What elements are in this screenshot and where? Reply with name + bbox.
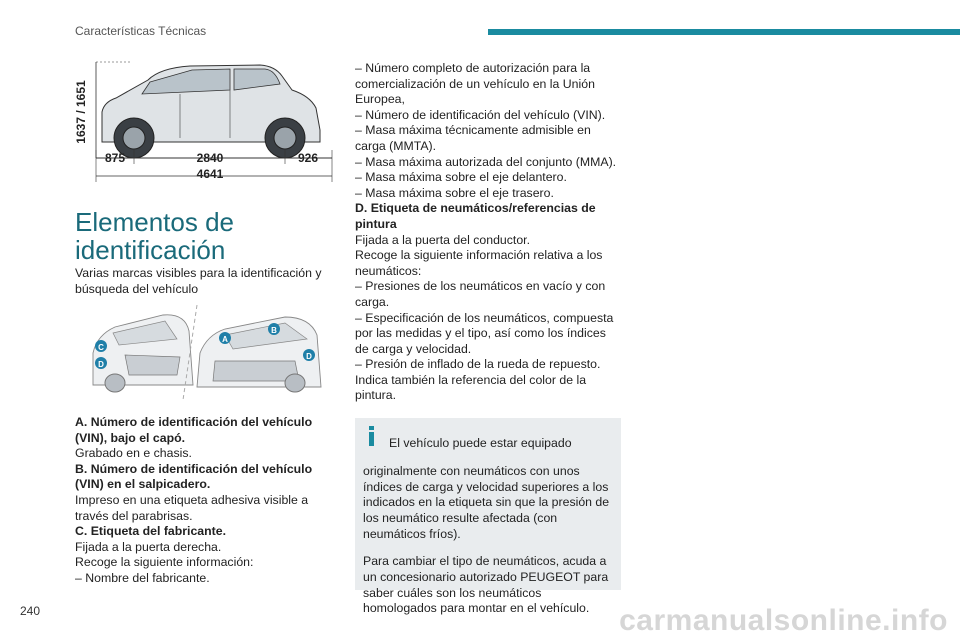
item-c-text: Recoge la siguiente información: (75, 555, 254, 570)
front-overhang-label: 875 (104, 151, 126, 165)
section-title: Elementos de identificación (75, 207, 234, 265)
item-d-text: – Presión de inflado de la rueda de repuesto. (355, 357, 601, 372)
list-item: – Número de identificación del vehículo (VIN). (355, 107, 606, 122)
list-item: – Masa máxima sobre el eje trasero. (355, 185, 554, 200)
svg-text:A: A (222, 335, 228, 344)
svg-text:D: D (98, 360, 104, 369)
rear-overhang-label: 926 (297, 151, 319, 165)
wheelbase-label: 2840 (196, 151, 224, 165)
header-accent-bar (488, 29, 960, 35)
marker-d-front-icon (95, 357, 107, 369)
item-c-text: Fijada a la puerta derecha. (75, 539, 222, 554)
info-note (355, 418, 621, 616)
marker-c-icon (95, 340, 107, 352)
item-d-text: – Especificación de los neumáticos, compuesta por las medidas y el tipo, así como los índices de carga y velocidad. (355, 310, 614, 356)
list-item: – Masa máxima sobre el eje delantero. (355, 170, 567, 185)
item-c-text: – Nombre del fabricante. (75, 570, 210, 585)
left-column (75, 415, 325, 587)
marker-b-icon (268, 323, 280, 335)
item-a-heading: A. Número de identificación del vehículo (VIN), bajo el capó. (75, 415, 313, 445)
svg-text:D: D (306, 352, 312, 361)
section-intro: Varias marcas visibles para la identificación y búsqueda del vehículo (75, 266, 322, 296)
item-c-heading: C. Etiqueta del fabricante. (75, 524, 227, 539)
list-item: – Masa máxima técnicamente admisible en carga (MMTA). (355, 123, 591, 153)
marker-a-icon (219, 332, 231, 344)
item-a-text: Grabado en e chasis. (75, 446, 192, 461)
length-label: 4641 (196, 167, 224, 181)
item-d-text: Fijada a la puerta del conductor. (355, 232, 531, 247)
watermark: carmanualsonline.info (619, 604, 948, 637)
page-number: 240 (20, 604, 41, 618)
item-d-text: – Presiones de los neumáticos en vacío y con carga. (355, 279, 606, 309)
marker-d-rear-icon (303, 349, 315, 361)
info-note-text: El vehículo puede estar equipado originalmente con neumáticos con unos índices de carga y velocidad superiores a los indicados en la etiqueta sin que la presión de los neumático resulte afectada (con neumáticos fríos). Para cambiar el tipo de neumáticos, acuda a un concesionario autorizado PEUGEOT para saber cuáles son los neumáticos homologados para montar en el vehículo. (363, 436, 610, 616)
item-b-text: Impreso en una etiqueta adhesiva visible a través del parabrisas. (75, 492, 309, 523)
list-item: – Número completo de autorización para la comercialización de un vehículo en la Unión Europea, (355, 61, 595, 107)
item-d-heading: D. Etiqueta de neumáticos/referencias de pintura (355, 201, 596, 231)
item-d-text: Recoge la siguiente información relativa a los neumáticos: (355, 248, 603, 278)
height-label: 1637 / 1651 (74, 80, 88, 144)
svg-text:C: C (98, 343, 104, 352)
list-item: – Masa máxima autorizada del conjunto (MMA). (355, 154, 617, 169)
vehicle-dimensions-figure (70, 50, 340, 185)
item-d-text: Indica también la referencia del color de la pintura. (355, 372, 587, 403)
item-b-heading: B. Número de identificación del vehículo (VIN) en el salpicadero. (75, 461, 313, 492)
right-column (355, 61, 620, 404)
svg-text:B: B (271, 326, 277, 335)
identification-markers-figure (85, 305, 325, 400)
running-header: Características Técnicas (75, 24, 207, 38)
